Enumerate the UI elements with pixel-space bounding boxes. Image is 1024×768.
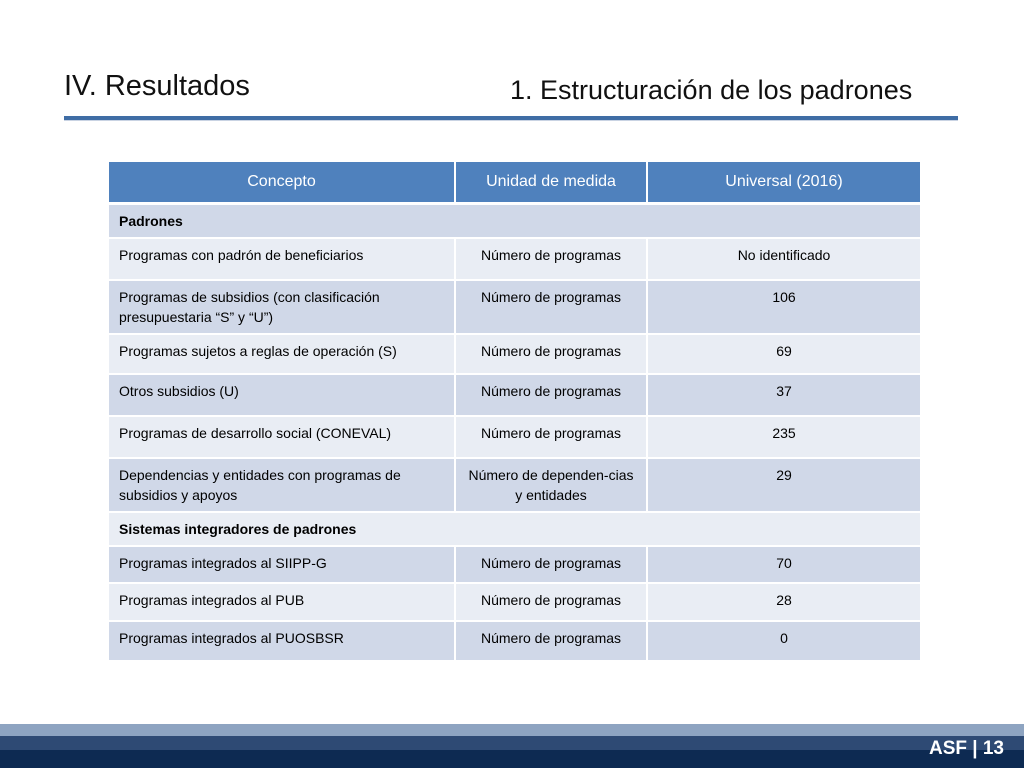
cell-concepto: Programas sujetos a reglas de operación (S)	[109, 334, 455, 374]
cell-concepto: Programas integrados al SIIPP-G	[109, 546, 455, 583]
cell-unidad: Número de programas	[455, 238, 647, 280]
table-row	[109, 374, 920, 416]
cell-valor: 0	[647, 621, 920, 661]
cell-unidad: Número de programas	[455, 546, 647, 583]
slide-title: 1. Estructuración de los padrones	[510, 75, 913, 105]
cell-concepto: Programas de desarrollo social (CONEVAL)	[109, 416, 455, 458]
footer-band-light	[0, 724, 1024, 736]
cell-unidad: Número de programas	[455, 280, 647, 334]
cell-unidad: Número de programas	[455, 416, 647, 458]
table-row	[109, 546, 920, 583]
footer-page-label: ASF | 13	[928, 738, 1004, 759]
table-row	[109, 238, 920, 280]
cell-concepto: Dependencias y entidades con programas de subsidios y apoyos	[109, 458, 455, 512]
cell-unidad: Número de dependen-cias y entidades	[455, 458, 647, 512]
table-header-row	[109, 162, 920, 204]
table-row	[109, 280, 920, 334]
cell-concepto: Programas integrados al PUB	[109, 583, 455, 621]
cell-valor: 29	[647, 458, 920, 512]
cell-unidad: Número de programas	[455, 374, 647, 416]
section-label: Sistemas integradores de padrones	[109, 512, 920, 546]
table-row	[109, 621, 920, 661]
section-label: Padrones	[109, 204, 920, 239]
cell-valor: 69	[647, 334, 920, 374]
column-header-concepto: Concepto	[109, 162, 455, 204]
cell-valor: 28	[647, 583, 920, 621]
section-title: IV. Resultados	[64, 70, 250, 102]
cell-unidad: Número de programas	[455, 334, 647, 374]
table-section-row	[109, 204, 920, 239]
cell-valor: No identificado	[647, 238, 920, 280]
cell-unidad: Número de programas	[455, 583, 647, 621]
cell-concepto: Programas con padrón de beneficiarios	[109, 238, 455, 280]
table-row	[109, 334, 920, 374]
cell-concepto: Otros subsidios (U)	[109, 374, 455, 416]
cell-concepto: Programas de subsidios (con clasificación presupuestaria “S” y “U”)	[109, 280, 455, 334]
table-section-row	[109, 512, 920, 546]
footer-band-mid	[0, 736, 1024, 750]
cell-concepto: Programas integrados al PUOSBSR	[109, 621, 455, 661]
title-divider-shadow	[64, 120, 958, 121]
footer-band-dark	[0, 750, 1024, 768]
column-header-universal: Universal (2016)	[647, 162, 920, 204]
cell-valor: 37	[647, 374, 920, 416]
table-row	[109, 458, 920, 512]
column-header-unidad: Unidad de medida	[455, 162, 647, 204]
table-row	[109, 583, 920, 621]
cell-valor: 106	[647, 280, 920, 334]
cell-unidad: Número de programas	[455, 621, 647, 661]
table-row	[109, 416, 920, 458]
results-table	[109, 162, 920, 662]
cell-valor: 235	[647, 416, 920, 458]
cell-valor: 70	[647, 546, 920, 583]
